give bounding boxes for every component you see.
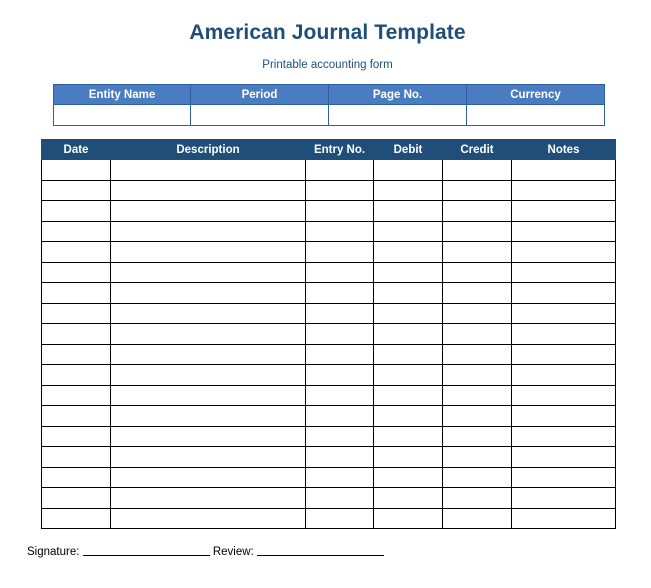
page-title: American Journal Template [189, 21, 466, 44]
date-cell[interactable] [42, 324, 111, 345]
entry-no-cell[interactable] [306, 201, 374, 222]
date-cell[interactable] [42, 180, 111, 201]
debit-cell[interactable] [374, 160, 443, 181]
description-cell[interactable] [111, 242, 306, 263]
entry-no-cell[interactable] [306, 160, 374, 181]
credit-cell[interactable] [443, 385, 512, 406]
credit-cell[interactable] [443, 447, 512, 468]
date-cell[interactable] [42, 365, 111, 386]
table-row [42, 447, 616, 468]
debit-cell[interactable] [374, 242, 443, 263]
credit-cell[interactable] [443, 488, 512, 509]
debit-cell[interactable] [374, 508, 443, 529]
entry-no-cell[interactable] [306, 242, 374, 263]
table-row [42, 180, 616, 201]
debit-cell[interactable] [374, 201, 443, 222]
entry-no-column-header: Entry No. [306, 140, 374, 160]
credit-cell[interactable] [443, 406, 512, 427]
entity-name-header: Entity Name [54, 85, 191, 105]
description-cell[interactable] [111, 262, 306, 283]
entry-no-cell[interactable] [306, 426, 374, 447]
credit-cell[interactable] [443, 201, 512, 222]
currency-field[interactable] [467, 105, 605, 126]
notes-cell[interactable] [512, 180, 616, 201]
notes-cell[interactable] [512, 344, 616, 365]
notes-cell[interactable] [512, 303, 616, 324]
date-cell[interactable] [42, 508, 111, 529]
date-cell[interactable] [42, 447, 111, 468]
entry-no-cell[interactable] [306, 365, 374, 386]
credit-cell[interactable] [443, 303, 512, 324]
table-row [42, 303, 616, 324]
description-cell[interactable] [111, 488, 306, 509]
table-row [42, 344, 616, 365]
date-cell[interactable] [42, 242, 111, 263]
signature-label: Signature: [27, 546, 80, 558]
review-label: Review: [212, 546, 254, 558]
table-row [42, 160, 616, 181]
description-cell[interactable] [111, 406, 306, 427]
credit-cell[interactable] [443, 426, 512, 447]
table-row [42, 488, 616, 509]
entry-no-cell[interactable] [306, 467, 374, 488]
table-row [42, 426, 616, 447]
description-cell[interactable] [111, 467, 306, 488]
date-cell[interactable] [42, 385, 111, 406]
entity-info-table [53, 84, 605, 126]
debit-cell[interactable] [374, 344, 443, 365]
notes-cell[interactable] [512, 201, 616, 222]
table-row [42, 221, 616, 242]
period-header: Period [191, 85, 329, 105]
date-cell[interactable] [42, 283, 111, 304]
entry-no-cell[interactable] [306, 406, 374, 427]
date-column-header: Date [42, 140, 111, 160]
table-row [42, 365, 616, 386]
credit-cell[interactable] [443, 180, 512, 201]
debit-cell[interactable] [374, 426, 443, 447]
entry-no-cell[interactable] [306, 303, 374, 324]
description-cell[interactable] [111, 180, 306, 201]
debit-cell[interactable] [374, 324, 443, 345]
entry-no-cell[interactable] [306, 447, 374, 468]
credit-cell[interactable] [443, 283, 512, 304]
journal-table [41, 139, 616, 529]
credit-cell[interactable] [443, 242, 512, 263]
notes-cell[interactable] [512, 406, 616, 427]
debit-cell[interactable] [374, 221, 443, 242]
notes-cell[interactable] [512, 385, 616, 406]
description-cell[interactable] [111, 324, 306, 345]
debit-cell[interactable] [374, 447, 443, 468]
notes-cell[interactable] [512, 508, 616, 529]
table-row [42, 201, 616, 222]
date-cell[interactable] [42, 221, 111, 242]
page-subtitle: Printable accounting form [262, 59, 393, 71]
table-row [42, 262, 616, 283]
entry-no-cell[interactable] [306, 324, 374, 345]
page-no-field[interactable] [329, 105, 467, 126]
table-row [42, 324, 616, 345]
notes-cell[interactable] [512, 365, 616, 386]
footer-signature-line [27, 546, 384, 558]
notes-cell[interactable] [512, 283, 616, 304]
credit-cell[interactable] [443, 344, 512, 365]
description-cell[interactable] [111, 365, 306, 386]
table-row [42, 467, 616, 488]
description-cell[interactable] [111, 201, 306, 222]
credit-cell[interactable] [443, 467, 512, 488]
date-cell[interactable] [42, 426, 111, 447]
entry-no-cell[interactable] [306, 262, 374, 283]
date-cell[interactable] [42, 262, 111, 283]
description-cell[interactable] [111, 303, 306, 324]
notes-cell[interactable] [512, 426, 616, 447]
date-cell[interactable] [42, 303, 111, 324]
review-field[interactable] [257, 554, 384, 556]
journal-table-body [42, 160, 616, 529]
entry-no-cell[interactable] [306, 180, 374, 201]
notes-cell[interactable] [512, 447, 616, 468]
entry-no-cell[interactable] [306, 221, 374, 242]
debit-cell[interactable] [374, 262, 443, 283]
description-cell[interactable] [111, 385, 306, 406]
date-cell[interactable] [42, 201, 111, 222]
credit-cell[interactable] [443, 508, 512, 529]
description-cell[interactable] [111, 344, 306, 365]
credit-cell[interactable] [443, 365, 512, 386]
description-column-header: Description [111, 140, 306, 160]
date-cell[interactable] [42, 406, 111, 427]
credit-cell[interactable] [443, 221, 512, 242]
debit-cell[interactable] [374, 283, 443, 304]
description-cell[interactable] [111, 160, 306, 181]
entry-no-cell[interactable] [306, 508, 374, 529]
description-cell[interactable] [111, 508, 306, 529]
notes-cell[interactable] [512, 262, 616, 283]
currency-header: Currency [467, 85, 605, 105]
credit-column-header: Credit [443, 140, 512, 160]
date-cell[interactable] [42, 488, 111, 509]
entity-name-field[interactable] [54, 105, 191, 126]
entry-no-cell[interactable] [306, 488, 374, 509]
page-no-header: Page No. [329, 85, 467, 105]
credit-cell[interactable] [443, 324, 512, 345]
date-cell[interactable] [42, 344, 111, 365]
entry-no-cell[interactable] [306, 385, 374, 406]
notes-cell[interactable] [512, 467, 616, 488]
entry-no-cell[interactable] [306, 283, 374, 304]
description-cell[interactable] [111, 283, 306, 304]
date-cell[interactable] [42, 160, 111, 181]
debit-cell[interactable] [374, 365, 443, 386]
period-field[interactable] [191, 105, 329, 126]
debit-cell[interactable] [374, 303, 443, 324]
table-row [42, 406, 616, 427]
table-row [42, 283, 616, 304]
debit-cell[interactable] [374, 385, 443, 406]
notes-cell[interactable] [512, 488, 616, 509]
date-cell[interactable] [42, 467, 111, 488]
credit-cell[interactable] [443, 160, 512, 181]
debit-column-header: Debit [374, 140, 443, 160]
credit-cell[interactable] [443, 262, 512, 283]
table-row [42, 385, 616, 406]
debit-cell[interactable] [374, 180, 443, 201]
notes-column-header: Notes [512, 140, 616, 160]
notes-cell[interactable] [512, 160, 616, 181]
notes-cell[interactable] [512, 221, 616, 242]
description-cell[interactable] [111, 221, 306, 242]
description-cell[interactable] [111, 447, 306, 468]
signature-field[interactable] [83, 554, 210, 556]
notes-cell[interactable] [512, 242, 616, 263]
debit-cell[interactable] [374, 406, 443, 427]
table-row [42, 508, 616, 529]
notes-cell[interactable] [512, 324, 616, 345]
entry-no-cell[interactable] [306, 344, 374, 365]
table-row [42, 242, 616, 263]
debit-cell[interactable] [374, 488, 443, 509]
debit-cell[interactable] [374, 467, 443, 488]
description-cell[interactable] [111, 426, 306, 447]
